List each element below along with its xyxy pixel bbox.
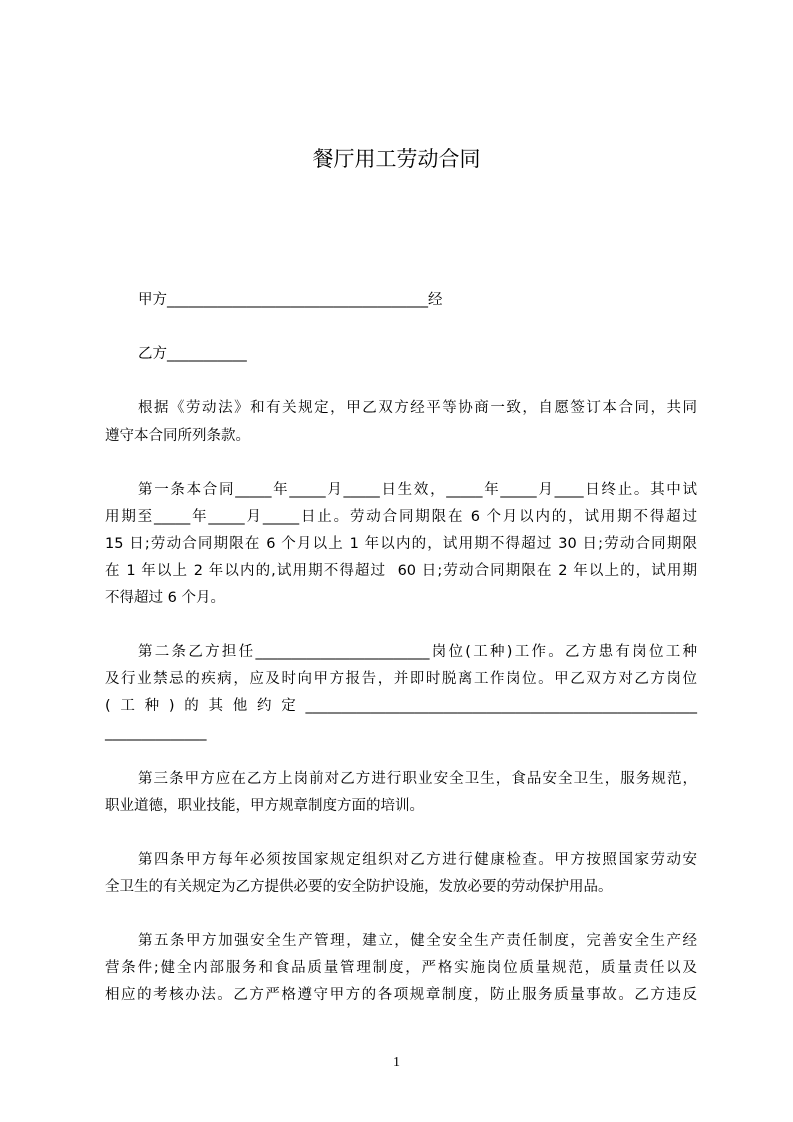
article3-line: 职业道德，职业技能，甲方规章制度方面的培训。 xyxy=(105,798,424,814)
article2-line: (工种)的其他约定______________________________________________________ xyxy=(105,698,697,714)
document-title: 餐厅用工劳动合同 xyxy=(312,147,481,171)
article1-line: 15 日;劳动合同期限在 6 个月以上 1 年以内的，试用期不得超过 30 日;劳动合同期限 xyxy=(105,536,697,552)
article4-line: 第四条甲方每年必须按国家规定组织对乙方进行健康检查。甲方按照国家劳动安 xyxy=(138,852,697,868)
intro-line: 遵守本合同所列条款。 xyxy=(105,428,250,444)
party-a-field: 甲方____________________________________经 xyxy=(138,292,443,308)
article1-line: 不得超过 6 个月。 xyxy=(105,590,225,606)
article1-line: 第一条本合同_____年_____月_____日生效，_____年_____月____日终止。其中试 xyxy=(138,482,697,498)
article5-line: 相应的考核办法。乙方严格遵守甲方的各项规章制度，防止服务质量事故。乙方违反 xyxy=(105,987,697,1003)
party-b-field: 乙方___________ xyxy=(138,346,247,362)
article2-line: 及行业禁忌的疾病，应及时向甲方报告，并即时脱离工作岗位。甲乙双方对乙方岗位 xyxy=(105,671,697,687)
intro-line: 根据《劳动法》和有关规定，甲乙双方经平等协商一致，自愿签订本合同，共同 xyxy=(138,400,697,416)
article3-line: 第三条甲方应在乙方上岗前对乙方进行职业安全卫生，食品安全卫生，服务规范， xyxy=(138,771,697,787)
article2-line: 第二条乙方担任________________________岗位(工种)工作。乙方患有岗位工种 xyxy=(138,644,697,660)
article4-line: 全卫生的有关规定为乙方提供必要的安全防护设施，发放必要的劳动保护用品。 xyxy=(105,879,613,895)
article1-line: 用期至_____年_____月_____日止。劳动合同期限在 6 个月以内的，试用期不得超过 xyxy=(105,509,697,525)
article5-line: 第五条甲方加强安全生产管理，建立，健全安全生产责任制度，完善安全生产经 xyxy=(138,933,697,949)
article5-line: 营条件;健全内部服务和食品质量管理制度，严格实施岗位质量规范，质量责任以及 xyxy=(105,960,697,976)
article2-line: ______________ xyxy=(105,725,207,741)
page-number: 1 xyxy=(393,1055,400,1070)
article1-line: 在 1 年以上 2 年以内的,试用期不得超过 60 日;劳动合同期限在 2 年以上的，试用期 xyxy=(105,563,697,579)
